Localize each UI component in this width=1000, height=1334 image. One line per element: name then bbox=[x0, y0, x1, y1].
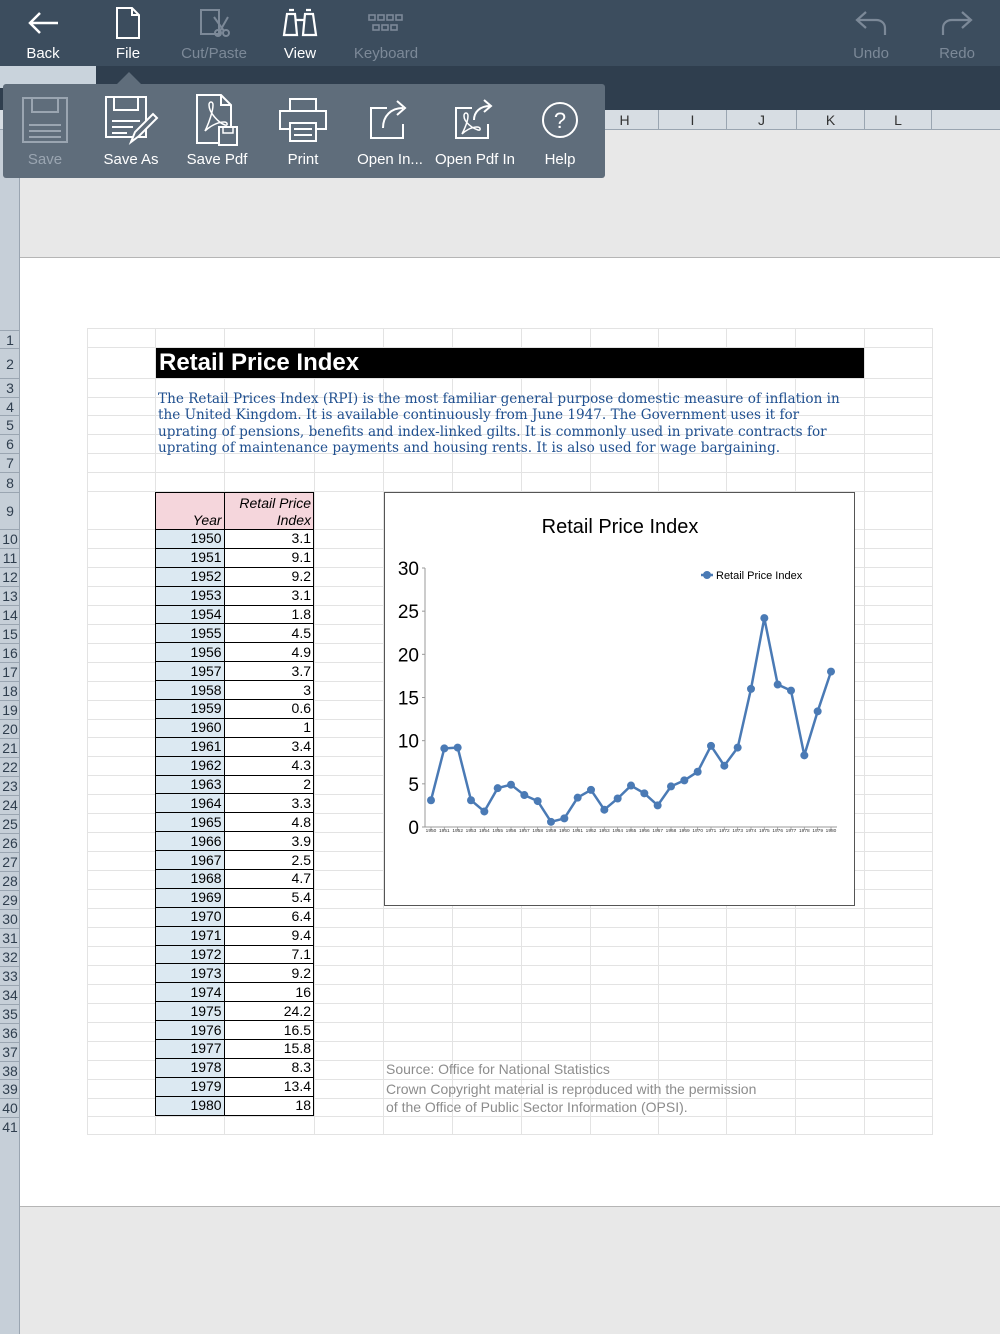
year-cell[interactable]: 1963 bbox=[156, 775, 225, 794]
table-row bbox=[156, 681, 314, 700]
save-label: Save bbox=[27, 151, 63, 168]
menu-caret bbox=[117, 72, 141, 84]
x-tick-label: 1955 bbox=[492, 829, 504, 834]
x-tick-label: 1954 bbox=[478, 829, 490, 834]
year-cell[interactable]: 1960 bbox=[156, 718, 225, 737]
x-tick-label: 1975 bbox=[758, 829, 770, 834]
cut-paste-label: Cut/Paste bbox=[181, 45, 247, 62]
table-row bbox=[156, 548, 314, 567]
open-pdf-in-label: Open Pdf In bbox=[434, 151, 516, 168]
help-icon bbox=[517, 92, 603, 148]
data-point bbox=[520, 791, 528, 799]
top-toolbar bbox=[0, 0, 1000, 66]
year-cell[interactable]: 1974 bbox=[156, 983, 225, 1002]
file-button[interactable] bbox=[85, 0, 171, 66]
year-cell[interactable]: 1971 bbox=[156, 926, 225, 945]
rpi-value-cell[interactable]: 0.6 bbox=[224, 700, 313, 719]
save-button[interactable] bbox=[3, 84, 87, 178]
year-cell[interactable]: 1975 bbox=[156, 1002, 225, 1021]
row-header-7[interactable]: 7 bbox=[0, 453, 20, 472]
cut-paste-button[interactable] bbox=[171, 0, 257, 66]
table-row bbox=[156, 605, 314, 624]
data-point bbox=[760, 614, 768, 622]
row-header-1[interactable]: 1 bbox=[0, 330, 20, 348]
rpi-value-cell[interactable]: 3.4 bbox=[224, 737, 313, 756]
row-header-13[interactable]: 13 bbox=[0, 586, 20, 605]
x-tick-label: 1973 bbox=[732, 829, 744, 834]
x-tick-label: 1978 bbox=[798, 829, 810, 834]
year-cell[interactable]: 1967 bbox=[156, 851, 225, 870]
rpi-value-cell[interactable]: 3 bbox=[224, 681, 313, 700]
rpi-value-cell[interactable]: 4.3 bbox=[224, 756, 313, 775]
year-cell[interactable]: 1972 bbox=[156, 945, 225, 964]
year-cell[interactable]: 1954 bbox=[156, 605, 225, 624]
data-point bbox=[494, 784, 502, 792]
x-tick-label: 1961 bbox=[572, 829, 584, 834]
row-header-41[interactable]: 41 bbox=[0, 1117, 20, 1136]
row-header-10[interactable]: 10 bbox=[0, 529, 20, 548]
table-row bbox=[156, 1096, 314, 1115]
row-header-35[interactable]: 35 bbox=[0, 1004, 20, 1023]
year-cell[interactable]: 1956 bbox=[156, 643, 225, 662]
file-menu bbox=[3, 84, 605, 178]
rpi-value-cell[interactable]: 4.7 bbox=[224, 870, 313, 889]
data-point bbox=[534, 797, 542, 805]
save-as-icon bbox=[87, 92, 175, 148]
file-icon bbox=[85, 6, 171, 40]
column-i-header[interactable]: I bbox=[658, 110, 726, 130]
row-header bbox=[0, 130, 20, 1334]
table-row bbox=[156, 813, 314, 832]
table-row bbox=[156, 718, 314, 737]
table-row bbox=[156, 851, 314, 870]
grid-line bbox=[87, 378, 933, 379]
table-row bbox=[156, 870, 314, 889]
data-point bbox=[787, 687, 795, 695]
printer-icon bbox=[259, 92, 347, 148]
view-label: View bbox=[283, 45, 317, 62]
x-tick-label: 1965 bbox=[625, 829, 637, 834]
rpi-value-cell[interactable]: 2.5 bbox=[224, 851, 313, 870]
rpi-value-cell[interactable]: 8.3 bbox=[224, 1058, 313, 1077]
keyboard-label: Keyboard bbox=[353, 45, 419, 62]
data-point bbox=[694, 768, 702, 776]
row-header-2[interactable]: 2 bbox=[0, 348, 20, 378]
share-box-icon bbox=[347, 92, 433, 148]
y-tick-label: 0 bbox=[408, 818, 419, 839]
x-tick-label: 1962 bbox=[585, 829, 597, 834]
row-header-3[interactable]: 3 bbox=[0, 378, 20, 397]
row-header-8[interactable]: 8 bbox=[0, 472, 20, 492]
year-cell[interactable]: 1958 bbox=[156, 681, 225, 700]
save-pdf-icon bbox=[175, 92, 259, 148]
data-point bbox=[800, 751, 808, 759]
table-row bbox=[156, 643, 314, 662]
data-point bbox=[467, 796, 475, 804]
x-tick-label: 1953 bbox=[465, 829, 477, 834]
row-header-27[interactable]: 27 bbox=[0, 852, 20, 871]
row-header-37[interactable]: 37 bbox=[0, 1042, 20, 1061]
save-pdf-label: Save Pdf bbox=[186, 151, 248, 168]
table-row bbox=[156, 756, 314, 775]
table-row bbox=[156, 530, 314, 549]
floppy-disk-icon bbox=[3, 92, 87, 148]
column-l-header[interactable]: L bbox=[864, 110, 932, 130]
rpi-data-table bbox=[155, 492, 314, 1116]
rpi-column-header[interactable] bbox=[224, 493, 313, 530]
row-header-38[interactable]: 38 bbox=[0, 1061, 20, 1079]
year-cell[interactable]: 1966 bbox=[156, 832, 225, 851]
rpi-header-line-1: Retail Price bbox=[239, 495, 311, 511]
data-point bbox=[507, 781, 515, 789]
x-tick-label: 1979 bbox=[812, 829, 824, 834]
table-row bbox=[156, 907, 314, 926]
row-header-5[interactable]: 5 bbox=[0, 415, 20, 434]
table-row bbox=[156, 983, 314, 1002]
table-row bbox=[156, 1077, 314, 1096]
row-header-9[interactable]: 9 bbox=[0, 492, 20, 529]
x-tick-label: 1958 bbox=[532, 829, 544, 834]
rpi-value-cell[interactable]: 18 bbox=[224, 1096, 313, 1115]
table-row bbox=[156, 737, 314, 756]
source-note: Source: Office for National Statistics bbox=[386, 1061, 610, 1077]
redo-button[interactable] bbox=[914, 0, 1000, 66]
rpi-value-cell[interactable]: 1 bbox=[224, 718, 313, 737]
rpi-value-cell[interactable]: 3.3 bbox=[224, 794, 313, 813]
file-label: File bbox=[115, 45, 141, 62]
data-point bbox=[480, 807, 488, 815]
x-tick-label: 1959 bbox=[545, 829, 557, 834]
rpi-value-cell[interactable]: 3.9 bbox=[224, 832, 313, 851]
grid-line bbox=[932, 328, 933, 1135]
row-header-36[interactable]: 36 bbox=[0, 1023, 20, 1042]
year-cell[interactable]: 1977 bbox=[156, 1040, 225, 1059]
open-in-button[interactable] bbox=[347, 84, 433, 178]
x-tick-label: 1968 bbox=[665, 829, 677, 834]
year-cell[interactable]: 1970 bbox=[156, 907, 225, 926]
keyboard-button[interactable] bbox=[343, 0, 429, 66]
rpi-value-cell[interactable]: 24.2 bbox=[224, 1002, 313, 1021]
row-header-40[interactable]: 40 bbox=[0, 1098, 20, 1117]
x-tick-label: 1957 bbox=[518, 829, 530, 834]
table-row bbox=[156, 964, 314, 983]
x-tick-label: 1963 bbox=[598, 829, 610, 834]
save-pdf-button[interactable] bbox=[175, 84, 259, 178]
row-header-19[interactable]: 19 bbox=[0, 700, 20, 719]
data-point bbox=[734, 744, 742, 752]
row-header-29[interactable]: 29 bbox=[0, 890, 20, 909]
svg-text:?: ? bbox=[553, 108, 567, 133]
rpi-value-cell[interactable]: 4.8 bbox=[224, 813, 313, 832]
rpi-value-cell[interactable]: 3.1 bbox=[224, 530, 313, 549]
sheet-description: The Retail Prices Index (RPI) is the most familiar general purpose domestic measure of inflation in the United Kingdom. It is available continuously from June 1947. The Government uses it for uprating of pensions, benefits and index-linked gilts. It is commonly used in private contracts for uprating of maintenance payments and housing rents. It is also used for wage bargaining. bbox=[158, 391, 840, 456]
keyboard-icon bbox=[343, 6, 429, 40]
binoculars-icon bbox=[257, 6, 343, 40]
column-k-header[interactable]: K bbox=[796, 110, 864, 130]
undo-button[interactable] bbox=[828, 0, 914, 66]
open-pdf-in-button[interactable] bbox=[433, 84, 517, 178]
rpi-value-cell[interactable]: 6.4 bbox=[224, 907, 313, 926]
row-header-17[interactable]: 17 bbox=[0, 662, 20, 681]
x-tick-label: 1960 bbox=[558, 829, 570, 834]
year-cell[interactable]: 1965 bbox=[156, 813, 225, 832]
redo-label: Redo bbox=[939, 45, 975, 62]
legend-label: Retail Price Index bbox=[716, 570, 803, 582]
data-point bbox=[587, 786, 595, 794]
back-arrow-icon bbox=[0, 6, 86, 40]
year-cell[interactable]: 1968 bbox=[156, 870, 225, 889]
y-tick-label: 5 bbox=[408, 774, 419, 796]
rpi-value-cell[interactable]: 2 bbox=[224, 775, 313, 794]
y-tick-label: 30 bbox=[397, 559, 419, 580]
row-header-34[interactable]: 34 bbox=[0, 985, 20, 1004]
row-header-33[interactable]: 33 bbox=[0, 966, 20, 985]
rpi-value-cell[interactable]: 4.5 bbox=[224, 624, 313, 643]
row-header-11[interactable]: 11 bbox=[0, 548, 20, 567]
cut-paste-icon bbox=[171, 6, 257, 40]
chart-title: Retail Price Index bbox=[541, 516, 699, 538]
data-point bbox=[560, 814, 568, 822]
x-tick-label: 1971 bbox=[705, 829, 717, 834]
y-tick-label: 10 bbox=[397, 731, 419, 753]
year-cell[interactable]: 1957 bbox=[156, 662, 225, 681]
y-tick-label: 25 bbox=[397, 602, 419, 624]
year-cell[interactable]: 1950 bbox=[156, 530, 225, 549]
year-cell[interactable]: 1973 bbox=[156, 964, 225, 983]
data-point bbox=[574, 794, 582, 802]
rpi-value-cell[interactable]: 3.1 bbox=[224, 586, 313, 605]
x-tick-label: 1952 bbox=[452, 829, 464, 834]
row-header-15[interactable]: 15 bbox=[0, 624, 20, 643]
rpi-chart[interactable] bbox=[384, 492, 855, 906]
data-point bbox=[600, 806, 608, 814]
sheet-title: Retail Price Index bbox=[156, 348, 864, 378]
help-button[interactable] bbox=[517, 84, 603, 178]
rpi-value-cell[interactable]: 1.8 bbox=[224, 605, 313, 624]
table-row bbox=[156, 926, 314, 945]
table-row bbox=[156, 1021, 314, 1040]
rpi-value-cell[interactable]: 9.2 bbox=[224, 567, 313, 586]
table-row bbox=[156, 624, 314, 643]
row-header-23[interactable]: 23 bbox=[0, 776, 20, 795]
save-as-button[interactable] bbox=[87, 84, 175, 178]
data-point bbox=[747, 685, 755, 693]
rpi-value-cell[interactable]: 3.7 bbox=[224, 662, 313, 681]
table-row bbox=[156, 1002, 314, 1021]
x-tick-label: 1951 bbox=[438, 829, 450, 834]
year-cell[interactable]: 1961 bbox=[156, 737, 225, 756]
y-tick-label: 15 bbox=[397, 688, 419, 710]
rpi-value-cell[interactable]: 9.4 bbox=[224, 926, 313, 945]
rpi-value-cell[interactable]: 16.5 bbox=[224, 1021, 313, 1040]
x-tick-label: 1972 bbox=[718, 829, 730, 834]
grid-line bbox=[87, 328, 88, 1135]
rpi-value-cell[interactable]: 9.1 bbox=[224, 548, 313, 567]
data-point bbox=[454, 744, 462, 752]
help-label: Help bbox=[544, 151, 576, 168]
series-line bbox=[431, 618, 831, 822]
row-header-30[interactable]: 30 bbox=[0, 909, 20, 928]
row-header-25[interactable]: 25 bbox=[0, 814, 20, 833]
table-row bbox=[156, 832, 314, 851]
data-point bbox=[427, 796, 435, 804]
print-label: Print bbox=[287, 151, 319, 168]
data-point bbox=[680, 776, 688, 784]
back-button[interactable] bbox=[0, 0, 86, 66]
data-point bbox=[547, 818, 555, 826]
table-row bbox=[156, 775, 314, 794]
grid-line bbox=[87, 472, 933, 473]
column-h-header[interactable]: H bbox=[590, 110, 658, 130]
data-point bbox=[614, 795, 622, 803]
data-point bbox=[774, 681, 782, 689]
column-j-header[interactable]: J bbox=[726, 110, 796, 130]
x-tick-label: 1966 bbox=[638, 829, 650, 834]
view-button[interactable] bbox=[257, 0, 343, 66]
year-cell[interactable]: 1969 bbox=[156, 888, 225, 907]
row-header-28[interactable]: 28 bbox=[0, 871, 20, 890]
save-as-label: Save As bbox=[103, 151, 159, 168]
year-cell[interactable]: 1976 bbox=[156, 1021, 225, 1040]
table-row bbox=[156, 662, 314, 681]
rpi-value-cell[interactable]: 5.4 bbox=[224, 888, 313, 907]
undo-icon bbox=[828, 6, 914, 40]
grid-line bbox=[87, 1116, 933, 1117]
data-point bbox=[654, 801, 662, 809]
table-row bbox=[156, 945, 314, 964]
table-header-row bbox=[156, 493, 314, 530]
row-header-4[interactable]: 4 bbox=[0, 397, 20, 415]
row-header-32[interactable]: 32 bbox=[0, 947, 20, 966]
year-column-header[interactable]: Year bbox=[156, 493, 225, 530]
x-tick-label: 1969 bbox=[678, 829, 690, 834]
table-row bbox=[156, 1058, 314, 1077]
redo-icon bbox=[914, 6, 1000, 40]
row-header-24[interactable]: 24 bbox=[0, 795, 20, 814]
data-point bbox=[707, 742, 715, 750]
copyright-line-1: Crown Copyright material is reproduced with the permission bbox=[386, 1081, 757, 1097]
row-header-31[interactable]: 31 bbox=[0, 928, 20, 947]
row-header-14[interactable]: 14 bbox=[0, 605, 20, 624]
x-tick-label: 1964 bbox=[612, 829, 624, 834]
y-tick-label: 20 bbox=[397, 645, 419, 667]
x-tick-label: 1970 bbox=[692, 829, 704, 834]
grid-line bbox=[864, 328, 865, 1135]
year-cell[interactable]: 1953 bbox=[156, 586, 225, 605]
data-point bbox=[627, 782, 635, 790]
rpi-value-cell[interactable]: 7.1 bbox=[224, 945, 313, 964]
open-in-label: Open In... bbox=[357, 151, 423, 168]
table-row bbox=[156, 700, 314, 719]
year-cell[interactable]: 1959 bbox=[156, 700, 225, 719]
x-tick-label: 1977 bbox=[785, 829, 797, 834]
row-header-20[interactable]: 20 bbox=[0, 719, 20, 738]
data-point bbox=[827, 668, 835, 676]
year-cell[interactable]: 1962 bbox=[156, 756, 225, 775]
row-header-16[interactable]: 16 bbox=[0, 643, 20, 662]
data-point bbox=[640, 789, 648, 797]
open-pdf-icon bbox=[433, 92, 517, 148]
rpi-value-cell[interactable]: 16 bbox=[224, 983, 313, 1002]
x-tick-label: 1974 bbox=[745, 829, 757, 834]
x-tick-label: 1950 bbox=[425, 829, 437, 834]
grid-line bbox=[87, 1134, 933, 1135]
chart-canvas bbox=[385, 493, 855, 905]
rpi-value-cell[interactable]: 4.9 bbox=[224, 643, 313, 662]
row-header-18[interactable]: 18 bbox=[0, 681, 20, 700]
data-point bbox=[814, 707, 822, 715]
row-header-26[interactable]: 26 bbox=[0, 833, 20, 852]
rpi-value-cell[interactable]: 13.4 bbox=[224, 1077, 313, 1096]
table-row bbox=[156, 586, 314, 605]
copyright-line-2: of the Office of Public Sector Information (OPSI). bbox=[386, 1099, 688, 1115]
row-header-21[interactable]: 21 bbox=[0, 738, 20, 757]
data-point bbox=[720, 762, 728, 770]
data-point bbox=[667, 782, 675, 790]
grid-line bbox=[87, 328, 933, 329]
year-cell[interactable]: 1978 bbox=[156, 1058, 225, 1077]
back-label: Back bbox=[26, 45, 60, 62]
print-button[interactable] bbox=[259, 84, 347, 178]
x-tick-label: 1967 bbox=[652, 829, 664, 834]
year-cell[interactable]: 1955 bbox=[156, 624, 225, 643]
row-header-6[interactable]: 6 bbox=[0, 434, 20, 453]
row-header-22[interactable]: 22 bbox=[0, 757, 20, 776]
rpi-value-cell[interactable]: 15.8 bbox=[224, 1040, 313, 1059]
year-cell[interactable]: 1964 bbox=[156, 794, 225, 813]
year-cell[interactable]: 1952 bbox=[156, 567, 225, 586]
undo-label: Undo bbox=[853, 45, 889, 62]
rpi-value-cell[interactable]: 9.2 bbox=[224, 964, 313, 983]
legend-marker bbox=[703, 571, 711, 579]
table-row bbox=[156, 794, 314, 813]
data-point bbox=[440, 744, 448, 752]
table-row bbox=[156, 567, 314, 586]
x-tick-label: 1980 bbox=[825, 829, 837, 834]
table-row bbox=[156, 1040, 314, 1059]
year-cell[interactable]: 1951 bbox=[156, 548, 225, 567]
year-cell[interactable]: 1979 bbox=[156, 1077, 225, 1096]
x-tick-label: 1956 bbox=[505, 829, 517, 834]
table-row bbox=[156, 888, 314, 907]
rpi-header-line-2: Index bbox=[276, 512, 311, 528]
row-header-39[interactable]: 39 bbox=[0, 1079, 20, 1098]
year-cell[interactable]: 1980 bbox=[156, 1096, 225, 1115]
x-tick-label: 1976 bbox=[772, 829, 784, 834]
row-header-12[interactable]: 12 bbox=[0, 567, 20, 586]
